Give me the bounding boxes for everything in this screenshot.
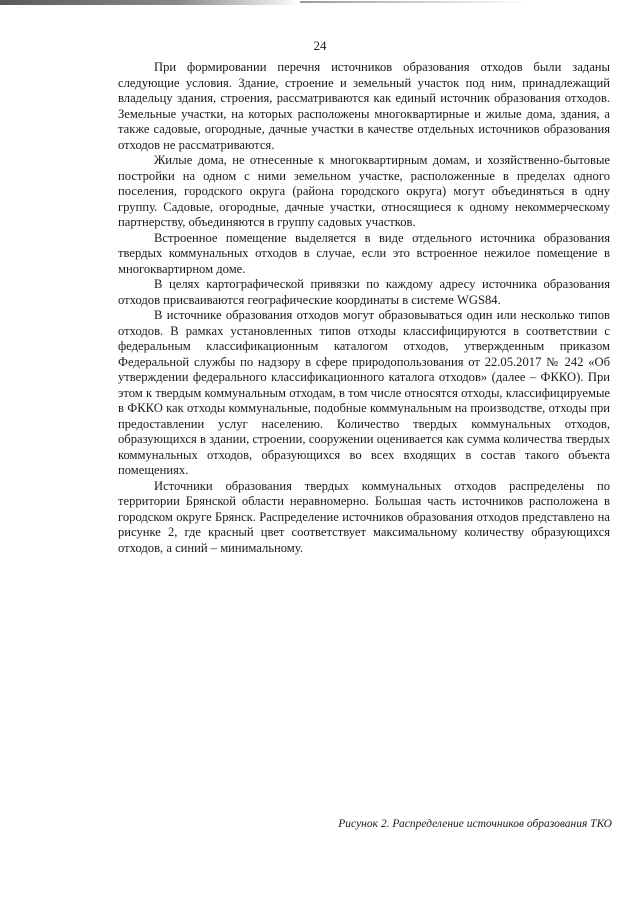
paragraph-distribution: Источники образования твердых коммунальных отходов распределены по территории Брянской области неравномерно. Большая часть источников расположена в городском округе Брянск. Распределение источников образования отходов представлено на рисунке 2, где красный цвет соответствует максимальному количеству образующихся отходов, а синий – минимальному. — [118, 478, 610, 555]
figure-caption: Рисунок 2. Распределение источников образования ТКО — [338, 818, 612, 830]
paragraph-waste-types: В источнике образования отходов могут образовываться один или несколько типов отходов. В рамках установленных типов отходы классифицируются в соответствии с федеральным классификационным каталогом отходов, утвержденным приказом Федеральной службы по надзору в сфере природопользования от 22.05.2017 № 242 «Об утверждении федерального классификационного каталога отходов» (далее – ФККО). При этом к твердым коммунальным отходам, в том числе относятся отходы, классифицируемые в ФККО как отходы коммунальные, подобные коммунальным на производстве, отходы при предоставлении услуг населению. Количество твердых коммунальных отходов, образующихся в здании, строении, сооружении оценивается как сумма количества твердых коммунальных отходов, образующихся во всех входящих в состав такого объекта помещениях. — [118, 308, 610, 477]
body-text — [118, 60, 610, 556]
paragraph-residential-houses: Жилые дома, не отнесенные к многоквартирным домам, и хозяйственно-бытовые постройки на одном с ними земельном участке, расположенные в пределах одного поселения, городского округа (района городского округа) могут объединяться в одну группу. Садовые, огородные, дачные участки, относящиеся к одному некоммерческому партнерству, объединяются в группу садовых участков. — [118, 153, 610, 229]
paragraph-source-conditions: При формировании перечня источников образования отходов были заданы следующие условия. Здание, строение и земельный участок под ним, принадлежащий владельцу здания, строения, рассматриваются как единый источник образования отходов. Земельные участки, на которых расположены многоквартирные и жилые дома, здания, а также садовые, огородные, дачные участки в качестве отдельных источников образования отходов не рассматриваются. — [118, 60, 610, 152]
paragraph-geo-coordinates: В целях картографической привязки по каждому адресу источника образования отходов присваиваются географические координаты в системе WGS84. — [118, 277, 610, 307]
page-number: 24 — [313, 38, 327, 53]
scan-edge-artifact — [0, 0, 300, 5]
paragraph-built-in-premises: Встроенное помещение выделяется в виде отдельного источника образования твердых коммунальных отходов в случае, если это встроенное нежилое помещение в многоквартирном доме. — [118, 230, 610, 276]
scan-edge-artifact-fade — [300, 1, 530, 3]
